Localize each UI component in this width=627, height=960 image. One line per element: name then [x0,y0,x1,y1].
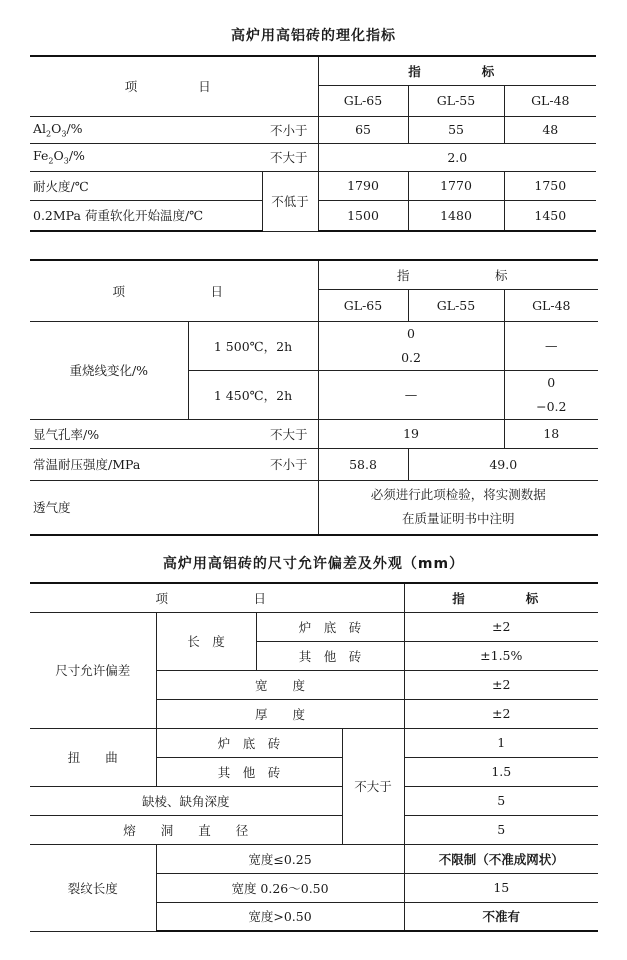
twist-label: 扭 曲 [30,728,156,786]
grade-gl48: GL-48 [504,289,598,321]
strength-gl65: 58.8 [318,448,408,480]
porosity-condition: 不大于 [188,419,318,448]
row-fe2o3-condition: 不大于 [262,143,318,171]
reheat-1500-gl65-gl55: 0 0.2 [318,321,504,370]
item-header: 项 日 [30,583,404,612]
reheat-change-label: 重烧线变化/% [30,321,188,419]
width-label: 宽 度 [156,670,404,699]
grade-gl65: GL-65 [318,289,408,321]
strength-condition: 不小于 [188,448,318,480]
crack-width-2: 宽度 0.26～0.50 [156,873,404,902]
thickness-value: ±2 [404,699,598,728]
twist-other-brick: 其 他 砖 [156,757,342,786]
row-al2o3-condition: 不小于 [262,116,318,143]
row-refractoriness-gl55: 1770 [408,171,504,200]
width-value: ±2 [404,670,598,699]
row-fe2o3-label: $Fe_2O_3/\%$ [30,143,262,171]
row-refractoriness-gl65: 1790 [318,171,408,200]
row-softening-gl65: 1500 [318,200,408,231]
permeability-label: 透气度 [30,480,318,535]
crack-width-2-value: 15 [404,873,598,902]
grade-gl48: GL-48 [504,85,596,116]
strength-gl55-gl48: 49.0 [408,448,598,480]
reheat-1500-gl48: — [504,321,598,370]
grade-gl65: GL-65 [318,85,408,116]
row-al2o3-gl55: 55 [408,116,504,143]
grade-gl55: GL-55 [408,289,504,321]
porosity-gl65-gl55: 19 [318,419,504,448]
melt-hole-label: 熔 洞 直 径 [30,815,342,844]
crack-width-3: 宽度>0.50 [156,902,404,931]
table1-title: 高炉用高铝砖的理化指标 [231,28,396,44]
length-other-brick: 其 他 砖 [256,641,404,670]
size-deviation-label: 尺寸允许偏差 [30,612,156,728]
row-refractoriness-gl48: 1750 [504,171,596,200]
grade-gl55: GL-55 [408,85,504,116]
thickness-label: 厚 度 [156,699,404,728]
row-softening-label: 0.2MPa 荷重软化开始温度/℃ [30,200,262,231]
length-label: 长 度 [156,612,256,670]
table3-title: 高炉用高铝砖的尺寸允许偏差及外观（mm） [162,556,465,572]
index-header: 指 标 [318,260,598,289]
length-bottom-brick-value: ±2 [404,612,598,641]
row-al2o3-label: $Al_2O_3/\%$ [30,116,262,143]
row-softening-gl55: 1480 [408,200,504,231]
row-al2o3-gl48: 48 [504,116,596,143]
crack-length-label: 裂纹长度 [30,844,156,931]
not-lower-condition: 不低于 [262,171,318,231]
twist-bottom-brick-value: 1 [404,728,598,757]
crack-width-3-value: 不准有 [404,902,598,931]
twist-bottom-brick: 炉 底 砖 [156,728,342,757]
edge-defect-value: 5 [404,786,598,815]
row-softening-gl48: 1450 [504,200,596,231]
edge-defect-label: 缺棱、缺角深度 [30,786,342,815]
porosity-label: 显气孔率/% [30,419,188,448]
length-other-brick-value: ±1.5% [404,641,598,670]
row-al2o3-gl65: 65 [318,116,408,143]
crack-width-1: 宽度≤0.25 [156,844,404,873]
row-refractoriness-label: 耐火度/℃ [30,171,262,200]
reheat-1450-gl65-gl55: — [318,370,504,419]
row-fe2o3-value: 2.0 [318,143,596,171]
index-header: 指 标 [404,583,598,612]
size-tolerance-table [30,582,598,932]
melt-hole-value: 5 [404,815,598,844]
porosity-gl48: 18 [504,419,598,448]
reheat-1450-gl48: 0 −0.2 [504,370,598,419]
physicochemical-table-continued [30,259,598,536]
crack-width-1-value: 不限制（不准成网状） [404,844,598,873]
reheat-condition-1450: 1 450℃，2h [188,370,318,419]
strength-label: 常温耐压强度/MPa [30,448,188,480]
not-greater-condition: 不大于 [342,728,404,844]
reheat-condition-1500: 1 500℃，2h [188,321,318,370]
physicochemical-table [30,55,596,232]
item-header: 项 日 [30,56,318,116]
permeability-note: 必须进行此项检验，将实测数据 在质量证明书中注明 [318,480,598,535]
twist-other-brick-value: 1.5 [404,757,598,786]
index-header: 指 标 [318,56,596,85]
length-bottom-brick: 炉 底 砖 [256,612,404,641]
item-header: 项 日 [30,260,318,321]
